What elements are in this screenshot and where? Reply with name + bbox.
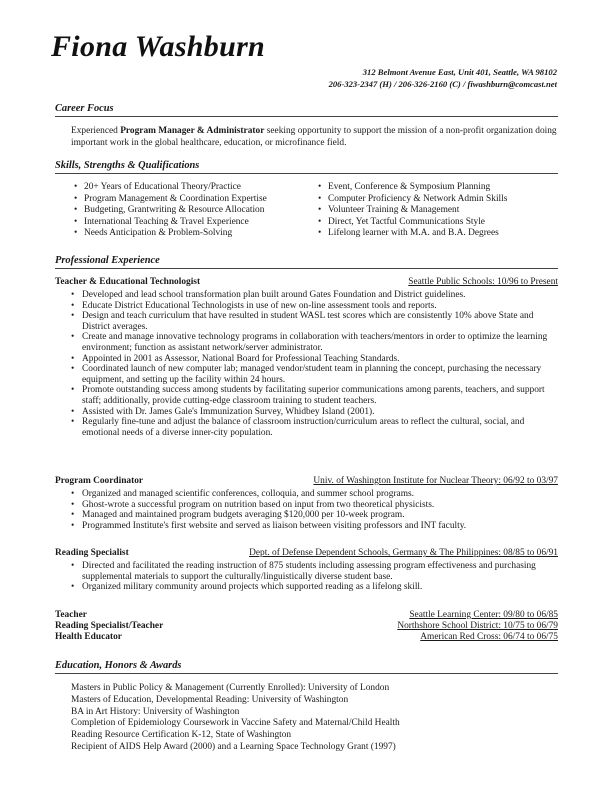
job-role: Reading Specialist: [55, 548, 129, 558]
skill-item: • Lifelong learner with M.A. and B.A. Degrees: [316, 228, 507, 240]
phone-email: 206-323-2347 (H) / 206-326-2160 (C) / fiwashburn@comcast.net: [328, 79, 557, 89]
job-bullet: • Regularly fine-tune and adjust the balance of classroom instruction/curriculum areas to reflect the cultural, social, and emotional needs of a diverse inner-city population.: [71, 417, 558, 438]
job-bullet: • Create and manage innovative technology programs in collaboration with teachers/mentors in order to optimize the learning environment; function as assistant network/server administrator.: [71, 332, 558, 353]
job-bullet: • Organized and managed scientific conferences, colloquia, and summer school programs.: [71, 489, 558, 500]
skill-item: • Event, Conference & Symposium Planning: [316, 182, 507, 194]
career-focus-role: Program Manager & Administrator: [120, 126, 265, 136]
education-list: [55, 683, 558, 754]
career-focus-text: Experienced Program Manager & Administrator seeking opportunity to support the mission of a non-profit organization doing important work in the global healthcare, education, or microfinance field.: [71, 126, 557, 148]
job-organization: Northshore School District: 10/75 to 06/79: [397, 621, 558, 631]
job-role: Health Educator: [55, 632, 122, 642]
skill-item: • International Teaching & Travel Experience: [72, 217, 316, 229]
section-title-career-focus: Career Focus: [55, 103, 558, 117]
education-item: Masters in Public Policy & Management (Currently Enrolled): University of London: [71, 683, 390, 693]
job-entry: [55, 548, 558, 593]
candidate-name: Fiona Washburn: [51, 30, 266, 63]
job-bullet: • Developed and lead school transformation plan built around Gates Foundation and District guidelines.: [71, 290, 558, 301]
job-bullet: • Directed and facilitated the reading instruction of 875 students including assessing program effectiveness and purchasing supplemental materials to support the culturally/linguistically diverse student base.: [71, 561, 558, 582]
job-entry: [55, 621, 558, 632]
job-bullet: • Appointed in 2001 as Assessor, National Board for Professional Teaching Standards.: [71, 354, 558, 365]
job-bullet: • Coordinated launch of new computer lab; managed vendor/student team in planning the concept, purchasing the necessary equipment, and setting up the facility within 24 hours.: [71, 364, 558, 385]
job-bullet: • Educate District Educational Technologists in use of new on-line assessment tools and reports.: [71, 301, 558, 312]
job-entry: [55, 610, 558, 621]
education-item: BA in Art History: University of Washington: [71, 706, 240, 717]
skill-item: • Computer Proficiency & Network Admin Skills: [316, 194, 507, 206]
skill-item: • 20+ Years of Educational Theory/Practice: [72, 182, 316, 194]
job-organization: Univ. of Washington Institute for Nuclear Theory: 06/92 to 03/97: [313, 476, 558, 486]
job-entry: [55, 632, 558, 643]
job-role: Teacher & Educational Technologist: [55, 277, 201, 287]
job-organization: Dept. of Defense Dependent Schools, Germany & The Philippines: 08/85 to 06/91: [249, 548, 558, 558]
address: 312 Belmont Avenue East, Unit 401, Seattle, WA 98102: [362, 67, 557, 77]
job-bullet: • Managed and maintained program budgets averaging $120,000 per 10-week program.: [71, 510, 558, 521]
job-organization: Seattle Learning Center: 09/80 to 06/85: [409, 610, 558, 620]
job-bullet: • Promote outstanding success among students by facilitating superior communications among parents, teachers, and support staff; additionally, provide cutting-edge classroom training to student teachers.: [71, 385, 558, 406]
short-jobs: [55, 610, 558, 643]
job-bullet: • Ghost-wrote a successful program on nutrition based on input from two theoretical physicists.: [71, 500, 558, 511]
skill-item: • Program Management & Coordination Expertise: [72, 194, 316, 206]
job-organization: Seattle Public Schools: 10/96 to Present: [408, 277, 558, 287]
job-entry: [55, 476, 558, 531]
education-item: Reading Resource Certification K-12, State of Washington: [71, 730, 292, 741]
skills-list: [72, 182, 558, 240]
contact-info: [329, 66, 557, 90]
job-role: Program Coordinator: [55, 476, 144, 486]
skills-left-column: [72, 182, 316, 240]
section-title-experience: Professional Experience: [55, 255, 558, 269]
job-role: Reading Specialist/Teacher: [55, 621, 164, 631]
job-bullet: • Design and teach curriculum that have resulted in student WASL test scores which are consistently 10% above State and District averages.: [71, 311, 558, 332]
job-bullet: • Organized military community around projects which supported reading as a lifelong skill.: [71, 582, 558, 593]
skills-right-column: [316, 182, 507, 240]
skill-item: • Needs Anticipation & Problem-Solving: [72, 228, 316, 240]
education-item: Recipient of AIDS Help Award (2000) and a Learning Space Technology Grant (1997): [71, 741, 396, 752]
job-bullet: • Programmed Institute's first website and served as liaison between visiting professors and INT faculty.: [71, 521, 558, 532]
job-bullets: [55, 290, 558, 438]
job-organization: American Red Cross: 06/74 to 06/75: [420, 632, 558, 642]
job-bullets: [55, 489, 558, 531]
job-bullet: • Assisted with Dr. James Gale's Immunization Survey, Whidbey Island (2001).: [71, 407, 558, 418]
job-entry: [55, 277, 558, 438]
section-title-education: Education, Honors & Awards: [55, 660, 558, 674]
education-item: Completion of Epidemiology Coursework in Vaccine Safety and Maternal/Child Health: [71, 718, 400, 729]
job-role: Teacher: [55, 610, 87, 620]
skill-item: • Volunteer Training & Management: [316, 205, 507, 217]
section-title-skills: Skills, Strengths & Qualifications: [55, 160, 558, 174]
education-item: Masters of Education, Developmental Reading: University of Washington: [71, 694, 349, 705]
job-bullets: [55, 561, 558, 593]
skill-item: • Budgeting, Grantwriting & Resource Allocation: [72, 205, 316, 217]
skill-item: • Direct, Yet Tactful Communications Style: [316, 217, 507, 229]
